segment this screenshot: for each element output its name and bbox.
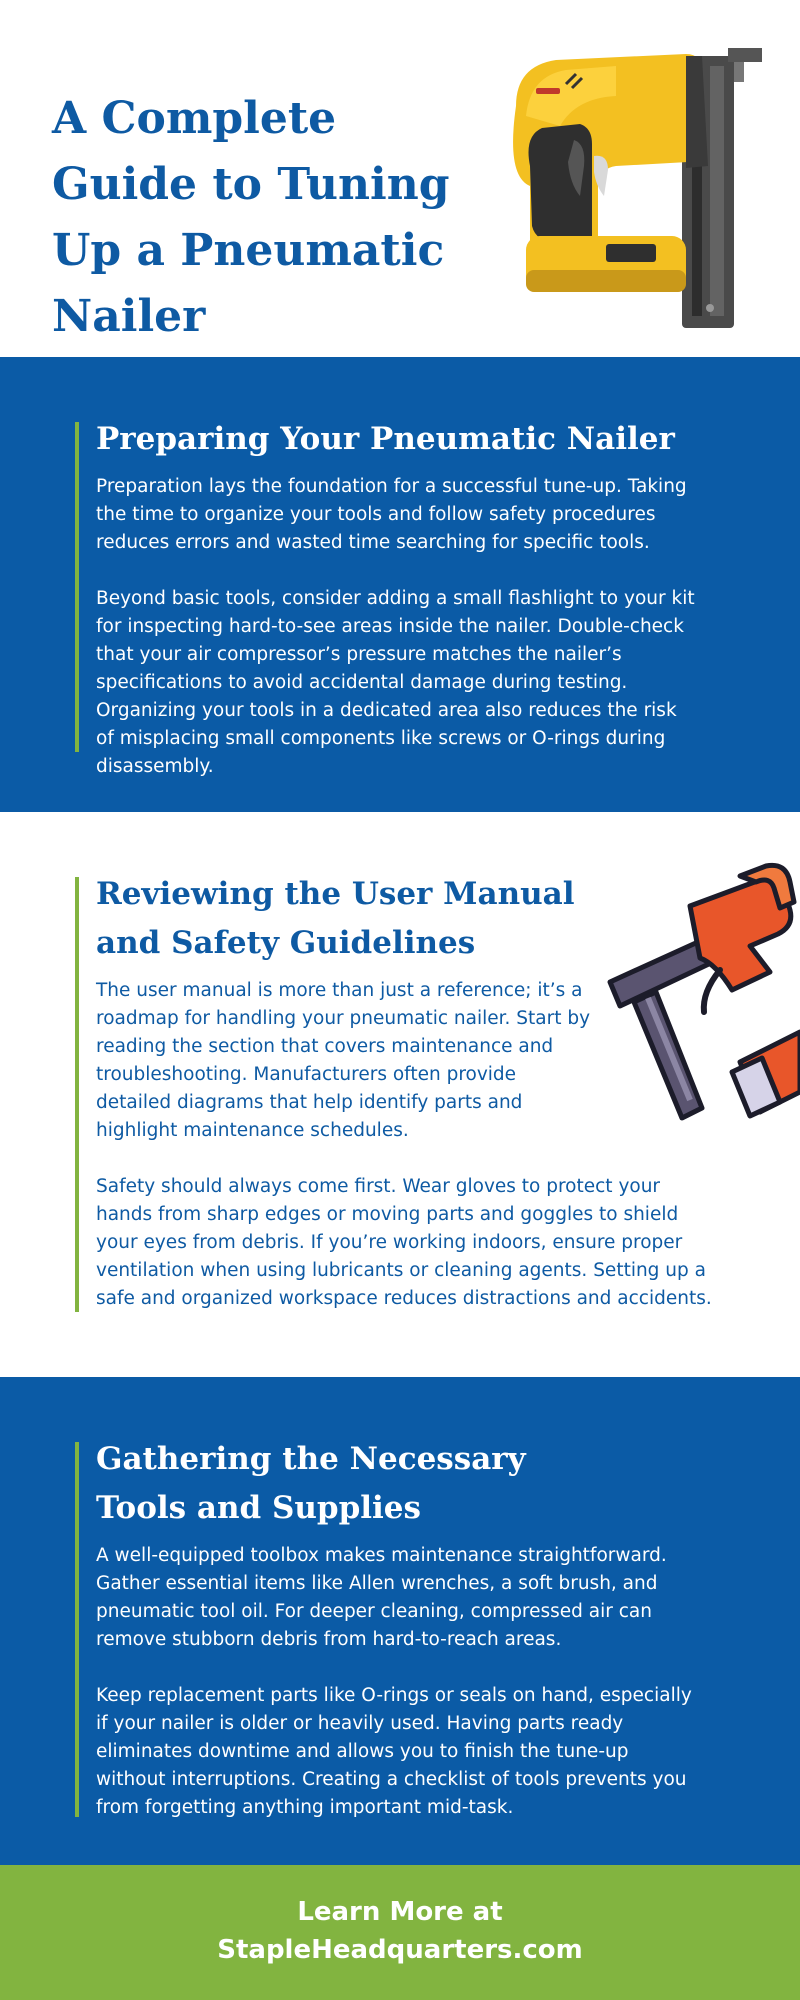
accent-bar — [75, 877, 79, 1312]
section-user-manual — [0, 812, 800, 1377]
section-heading: Preparing Your Pneumatic Nailer — [96, 421, 675, 457]
section-paragraph: A well-equipped toolbox makes maintenance straightforward. Gather essential items like Allen wrenches, a soft brush, and pneumatic tool oil. For deeper cleaning, compressed air can remove stubborn debris from hard-to-reach areas. — [96, 1545, 667, 1650]
section-heading: Reviewing the User Manual and Safety Guidelines — [96, 876, 575, 961]
footer-text — [0, 1893, 800, 1969]
accent-bar — [75, 1442, 79, 1817]
section-paragraph: Safety should always come first. Wear gloves to protect your hands from sharp edges or moving parts and goggles to shield your eyes from debris. If you’re working indoors, ensure proper ventilation when using lubricants or cleaning agents. Setting up a safe and organized workspace reduces distractions and accidents. — [96, 1176, 712, 1309]
footer-website-link[interactable]: StapleHeadquarters.com — [217, 1935, 583, 1965]
section-paragraph: The user manual is more than just a reference; it’s a roadmap for handling your pneumatic nailer. Start by reading the section that covers maintenance and troubleshooting. Manufacturers often provide detailed diagrams that help identify parts and highlight maintenance schedules. — [96, 980, 591, 1141]
accent-bar — [75, 422, 79, 752]
section-tools-supplies — [0, 1377, 800, 1865]
yellow-pneumatic-nailer-icon — [496, 36, 776, 336]
page-title: A Complete Guide to Tuning Up a Pneumatic Nailer — [52, 93, 450, 342]
footer-cta — [0, 1865, 800, 2000]
footer-line-learn-more: Learn More at — [297, 1897, 503, 1927]
orange-nail-gun-icon — [590, 862, 800, 1162]
header — [0, 0, 800, 357]
section-content — [96, 1435, 696, 1822]
section-heading: Gathering the Necessary Tools and Supplies — [96, 1441, 526, 1526]
section-paragraph: Beyond basic tools, consider adding a small flashlight to your kit for inspecting hard-to-see areas inside the nailer. Double-check that your air compressor’s pressure matches the nailer’s specifications to avoid accidental damage during testing. Organizing your tools in a dedicated area also reduces the risk of misplacing small components like screws or O-rings during disassembly. — [96, 588, 695, 777]
section-paragraph: Keep replacement parts like O-rings or seals on hand, especially if your nailer is older or heavily used. Having parts ready eliminates downtime and allows you to finish the tune-up without interruptions. Creating a checklist of tools prevents you from forgetting anything important mid-task. — [96, 1685, 692, 1818]
section-paragraph: Preparation lays the foundation for a successful tune-up. Taking the time to organize your tools and follow safety procedures reduces errors and wasted time searching for specific tools. — [96, 476, 687, 553]
section-preparing — [0, 357, 800, 812]
section-content — [96, 415, 696, 781]
